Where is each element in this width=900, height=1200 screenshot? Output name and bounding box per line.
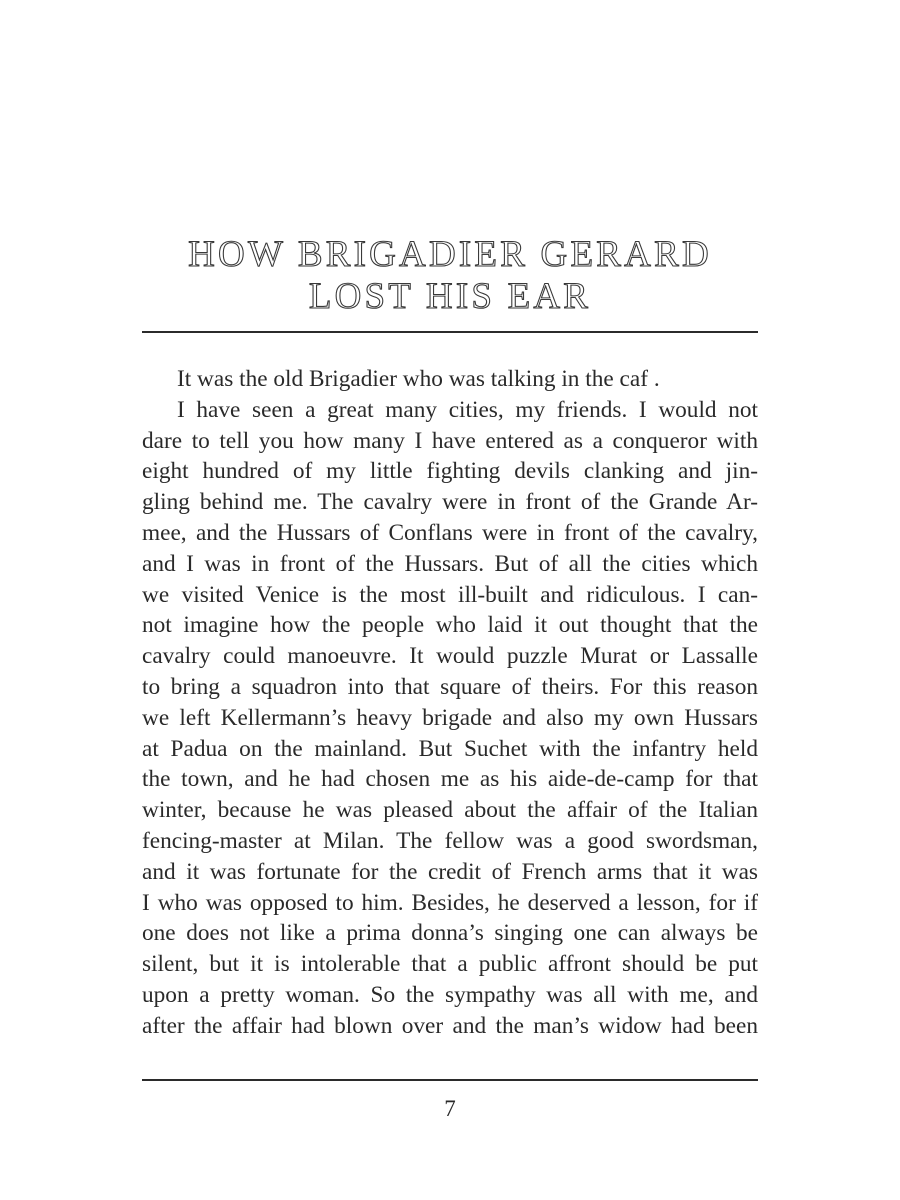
text-line: to bring a squadron into that square of theirs. For this reason (142, 673, 758, 700)
text-line: silent, but it is intolerable that a public affront should be put (142, 951, 758, 978)
text-line: one does not like a prima donna’s singing one can always be (142, 920, 758, 947)
text-line: we left Kellermann’s heavy brigade and also my own Hussars (142, 704, 758, 731)
text-line: winter, because he was pleased about the affair of the Italian (142, 797, 758, 824)
text-line: I who was opposed to him. Besides, he deserved a lesson, for if (142, 889, 758, 916)
text-line: It was the old Brigadier who was talking in the caf . (177, 366, 660, 392)
body-text (142, 364, 758, 1042)
text-line: not imagine how the people who laid it out thought that the (142, 612, 758, 639)
text-line: after the affair had blown over and the man’s widow had been (142, 1012, 758, 1039)
text-line: mee, and the Hussars of Conflans were in front of the cavalry, (142, 519, 758, 546)
page-number: 7 (444, 1096, 456, 1121)
text-line: we visited Venice is the most ill-built and ridiculous. I can- (142, 581, 758, 608)
text-line: and it was fortunate for the credit of French arms that it was (142, 858, 758, 885)
text-line: gling behind me. The cavalry were in front of the Grande Ar- (142, 489, 758, 516)
chapter-title-line-1: HOW BRIGADIER GERARD (188, 234, 712, 275)
chapter-title (142, 234, 758, 318)
text-line: cavalry could manoeuvre. It would puzzle Murat or Lassalle (142, 643, 758, 670)
text-line: the town, and he had chosen me as his aide-de-camp for that (142, 766, 758, 793)
text-line: eight hundred of my little fighting devils clanking and jin- (142, 458, 758, 485)
title-divider (142, 331, 758, 333)
text-line: upon a pretty woman. So the sympathy was all with me, and (142, 981, 758, 1008)
text-line: dare to tell you how many I have entered as a conqueror with (142, 427, 758, 454)
text-line: I have seen a great many cities, my friends. I would not (177, 396, 758, 423)
text-line: fencing-master at Milan. The fellow was a good swordsman, (142, 827, 758, 854)
chapter-title-line-2: LOST HIS EAR (308, 276, 592, 317)
footer-divider (142, 1079, 758, 1081)
text-line: at Padua on the mainland. But Suchet with the infantry held (142, 735, 758, 762)
text-line: and I was in front of the Hussars. But of all the cities which (142, 550, 758, 577)
